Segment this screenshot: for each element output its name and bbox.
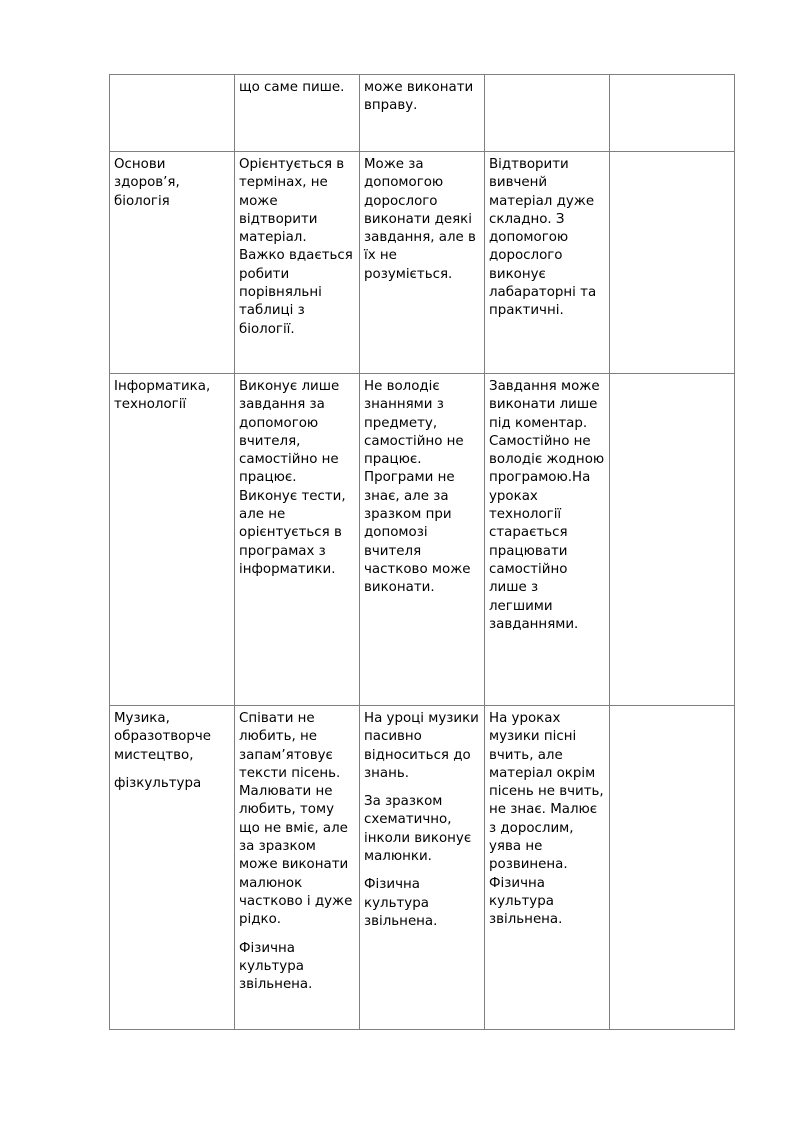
cell-text: Орієнтується в термінах, не може відтворити матеріал. Важко вдається робити порівняльні таблиці з біології.	[239, 157, 353, 337]
table-cell	[360, 706, 485, 1030]
subject-cell	[110, 374, 235, 706]
cell-text: На уроці музики пасивно відноситься до знань.	[364, 711, 479, 781]
cell-text: Фізична культура звільнена.	[239, 940, 313, 993]
table-cell	[235, 75, 360, 152]
subject-text: Інформатика, технології	[114, 379, 211, 413]
cell-text: може виконати вправу.	[364, 80, 474, 114]
table-cell	[610, 706, 735, 1030]
table-row	[110, 706, 735, 1030]
table-cell	[610, 152, 735, 374]
subject-cell	[110, 75, 235, 152]
cell-text: За зразком схематично, інколи виконує малюнки.	[364, 794, 472, 865]
table-cell	[360, 152, 485, 374]
table-cell	[485, 152, 610, 374]
table-cell	[235, 706, 360, 1030]
table-cell	[485, 374, 610, 706]
cell-text: Відтворити вивченй матеріал дуже складно. З допомогою дорослого виконує лабараторні та практичні.	[489, 157, 597, 319]
table-cell	[360, 374, 485, 706]
subject-text: Музика, образотворче мистецтво,	[114, 711, 212, 763]
table-cell	[610, 75, 735, 152]
table-row	[110, 75, 735, 152]
subject-cell	[110, 152, 235, 374]
cell-text: На уроках музики пісні вчить, але матеріал окрім пісень не вчить, не знає. Малює з дорослим, уява не розвинена. Фізична культура звільнена.	[489, 711, 604, 928]
table-cell	[610, 374, 735, 706]
subject-text: фізкультура	[114, 775, 202, 791]
table-cell	[485, 75, 610, 152]
table-row	[110, 152, 735, 374]
cell-text: Співати не любить, не запам’ятовує тексти пісень. Малювати не любить, тому що не вміє, але за зразком може виконати малюнок частково і дуже рідко.	[239, 711, 353, 928]
table-cell	[360, 75, 485, 152]
cell-text: Може за допомогою дорослого виконати деякі завдання, але в їх не розуміється.	[364, 157, 476, 282]
table-cell	[235, 152, 360, 374]
cell-text: Виконує лише завдання за допомогою вчителя, самостійно не працює. Виконує тести, але не орієнтується в програмах з інформатики.	[239, 379, 346, 577]
cell-text: що саме пише.	[239, 80, 345, 95]
cell-text: Фізична культура звільнена.	[364, 877, 438, 929]
subject-text: Основи здоров’я, біологія	[114, 157, 180, 209]
subject-cell	[110, 706, 235, 1030]
table-cell	[485, 706, 610, 1030]
table-cell	[235, 374, 360, 706]
table-row	[110, 374, 735, 706]
assessment-table	[109, 74, 735, 1030]
cell-text: Завдання може виконати лише під коментар. Самостійно не володіє жодною програмою.На уроках технології старається працювати самостійно лише з легшими завданнями.	[489, 379, 605, 632]
cell-text: Не володіє знаннями з предмету, самостійно не працює. Програми не знає, але за зразком при допомозі вчителя частково може виконати.	[364, 379, 471, 596]
